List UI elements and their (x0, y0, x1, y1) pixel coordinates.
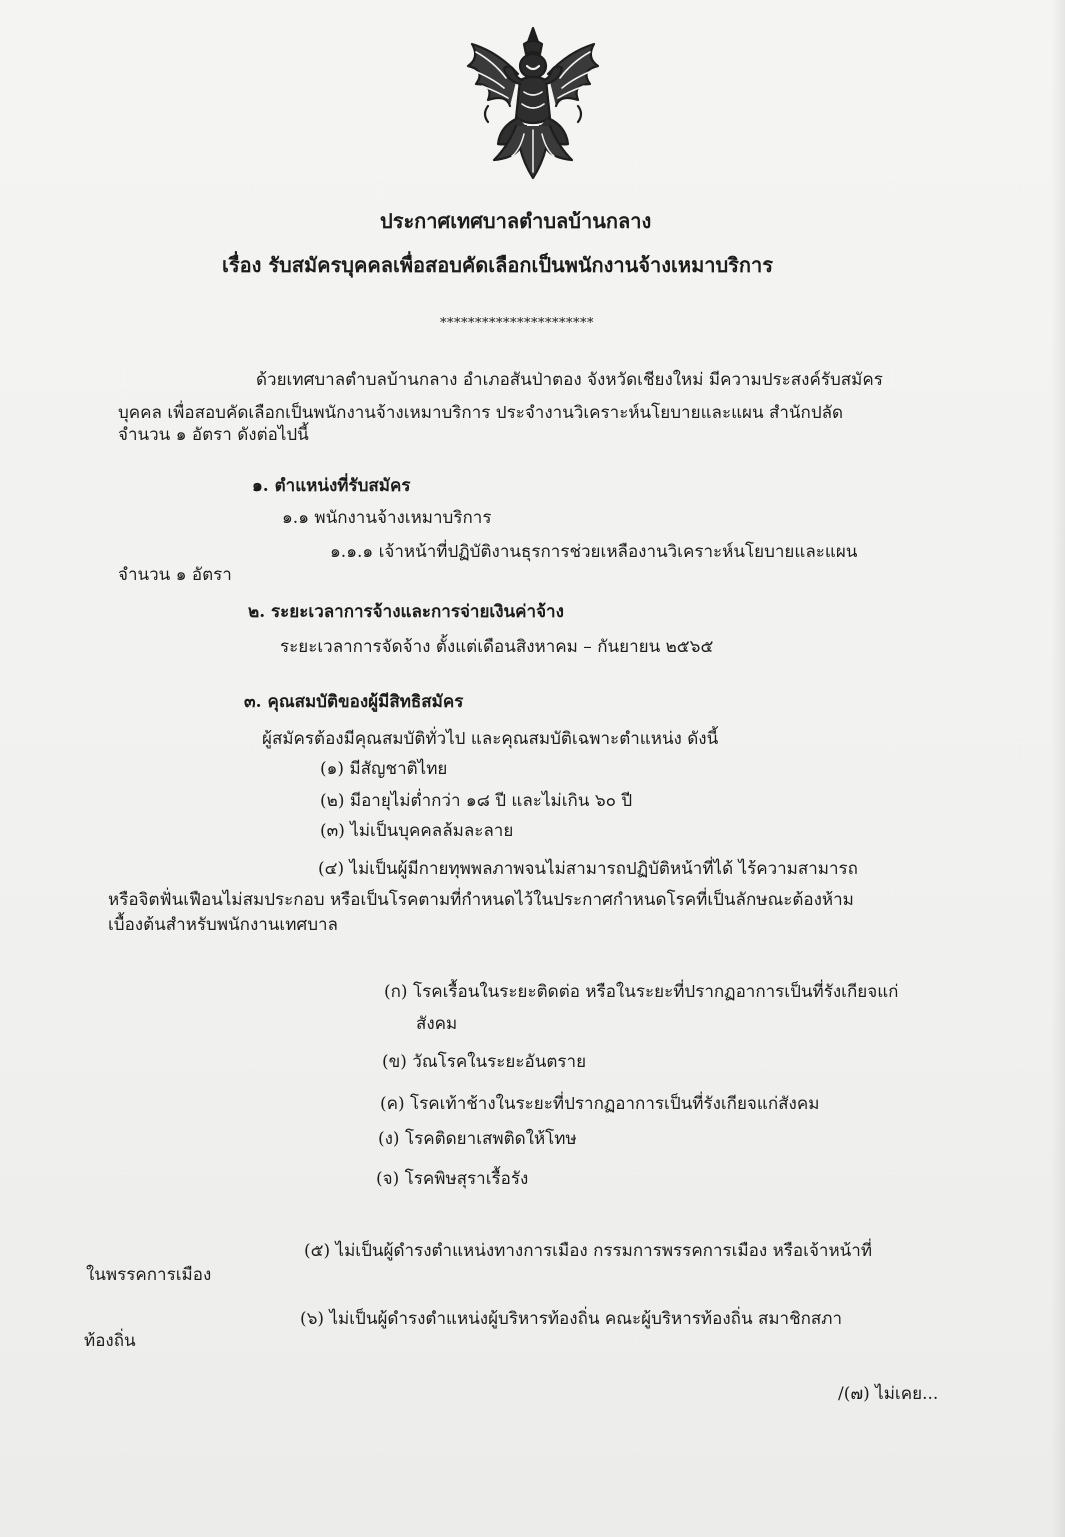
section-2-heading: ๒. ระยะเวลาการจ้างและการจ่ายเงินค่าจ้าง (248, 602, 564, 622)
qualification-6-line-2: ท้องถิ่น (84, 1331, 136, 1351)
section-1-sub: ๑.๑ พนักงานจ้างเหมาบริการ (282, 508, 492, 528)
continued-marker: /(๗) ไม่เคย... (838, 1384, 939, 1404)
qualification-4-line-1: (๔) ไม่เป็นผู้มีกายทุพพลภาพจนไม่สามารถปฏิบัติหน้าที่ได้ ไร้ความสามารถ (318, 859, 858, 879)
disease-c: (ค) โรคเท้าช้างในระยะที่ปรากฏอาการเป็นที่รังเกียจแก่สังคม (380, 1094, 820, 1114)
disease-a-line-2: สังคม (416, 1014, 458, 1034)
qualification-6-line-1: (๖) ไม่เป็นผู้ดำรงตำแหน่งผู้บริหารท้องถิ่น คณะผู้บริหารท้องถิ่น สมาชิกสภา (300, 1309, 843, 1329)
section-1-count: จำนวน ๑ อัตรา (118, 565, 232, 585)
intro-line-1: ด้วยเทศบาลตำบลบ้านกลาง อำเภอสันป่าตอง จังหวัดเชียงใหม่ มีความประสงค์รับสมัคร (256, 370, 883, 390)
qualification-4-line-2: หรือจิตฟั่นเฟือนไม่สมประกอบ หรือเป็นโรคตามที่กำหนดไว้ในประกาศกำหนดโรคที่เป็นลักษณะต้องห้าม (108, 890, 854, 910)
section-2-text: ระยะเวลาการจัดจ้าง ตั้งแต่เดือนสิงหาคม – กันยายน ๒๕๖๕ (280, 637, 714, 657)
intro-line-3: จำนวน ๑ อัตรา ดังต่อไปนี้ (118, 425, 309, 445)
qualification-1: (๑) มีสัญชาติไทย (320, 759, 448, 779)
qualification-5-line-2: ในพรรคการเมือง (86, 1265, 212, 1285)
separator-line: ********************** (440, 316, 594, 331)
intro-line-2: บุคคล เพื่อสอบคัดเลือกเป็นพนักงานจ้างเหมาบริการ ประจำงานวิเคราะห์นโยบายและแผน สำนักปลัด (118, 403, 844, 423)
disease-a-line-1: (ก) โรคเรื้อนในระยะติดต่อ หรือในระยะที่ปรากฏอาการเป็นที่รังเกียจแก่ (384, 982, 899, 1002)
section-1-heading: ๑. ตำแหน่งที่รับสมัคร (252, 476, 411, 496)
qualification-2: (๒) มีอายุไม่ต่ำกว่า ๑๘ ปี และไม่เกิน ๖๐ ปี (320, 791, 633, 811)
section-1-subsub: ๑.๑.๑ เจ้าหน้าที่ปฏิบัติงานธุรการช่วยเหลืองานวิเคราะห์นโยบายและแผน (330, 542, 858, 562)
document-title: ประกาศเทศบาลตำบลบ้านกลาง (380, 209, 652, 233)
disease-e: (จ) โรคพิษสุราเรื้อรัง (376, 1169, 529, 1189)
qualification-4-line-3: เบื้องต้นสำหรับพนักงานเทศบาล (108, 915, 338, 935)
qualification-3: (๓) ไม่เป็นบุคคลล้มละลาย (320, 821, 514, 841)
document-subject: เรื่อง รับสมัครบุคคลเพื่อสอบคัดเลือกเป็นพนักงานจ้างเหมาบริการ (222, 253, 774, 277)
disease-b: (ข) วัณโรคในระยะอันตราย (382, 1052, 587, 1072)
qualification-5-line-1: (๕) ไม่เป็นผู้ดำรงตำแหน่งทางการเมือง กรรมการพรรคการเมือง หรือเจ้าหน้าที่ (304, 1241, 873, 1261)
disease-d: (ง) โรคติดยาเสพติดให้โทษ (378, 1129, 577, 1149)
garuda-emblem-icon (458, 22, 608, 182)
section-3-heading: ๓. คุณสมบัติของผู้มีสิทธิสมัคร (244, 692, 464, 712)
section-3-intro: ผู้สมัครต้องมีคุณสมบัติทั่วไป และคุณสมบัติเฉพาะตำแหน่ง ดังนี้ (262, 729, 719, 749)
